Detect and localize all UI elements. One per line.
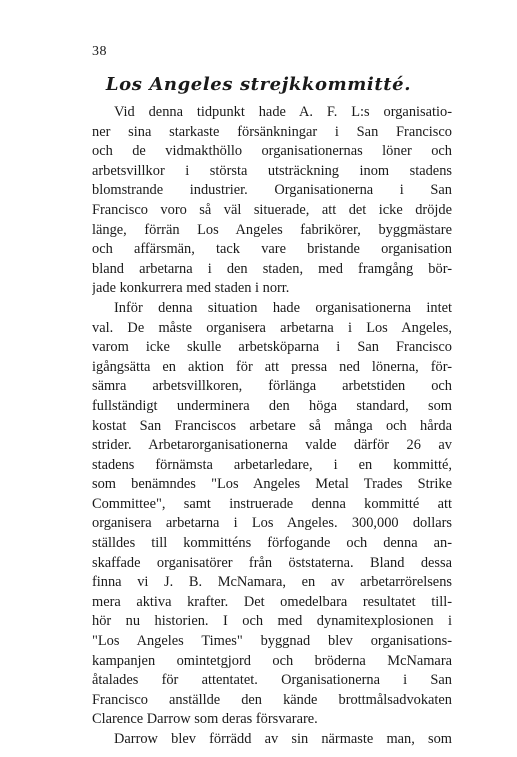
body-text [92,103,452,750]
text-line: kampanjen omintetgjord och bröderna McNamara [92,652,452,669]
text-line: som benämndes "Los Angeles Metal Trades Strike [92,476,452,493]
text-line: val. De måste organisera arbetarna i Los Angeles, [92,319,452,336]
text-line: kostat San Franciscos arbetare så många och hårda [92,417,452,434]
text-line: "Los Angeles Times" byggnad blev organisations- [92,633,452,650]
text-line: Francisco voro så väl situerade, att det icke dröjde [92,201,452,218]
text-line: arbetsvillkor i största utsträckning inom stadens [92,162,452,179]
text-line: Vid denna tidpunkt hade A. F. L:s organisatio- [114,104,452,120]
text-line: Darrow blev förrädd av sin närmaste man, som [114,731,452,747]
page-number: 38 [92,44,107,59]
text-line: blomstrande industrier. Organisationerna i San [92,182,452,199]
text-line: ställdes till kommitténs förfogande och denna an- [92,535,452,552]
text-line: ner sina starkaste försänkningar i San Francisco [92,123,452,140]
text-line: skaffade organisatörer från öststaterna. Bland dessa [92,554,452,571]
text-line: och de vidmakthöllo organisationernas löner och [92,143,452,160]
text-line: finna vi J. B. McNamara, en av arbetarrörelsens [92,574,452,591]
text-line: hör nu historien. I och med dynamitexplosionen i [92,613,452,630]
text-line: strider. Arbetarorganisationerna valde därför 26 av [92,437,452,454]
text-line: länge, förrän Los Angeles fabrikörer, byggmästare [92,221,452,238]
text-line: organisera arbetarna i Los Angeles. 300,000 dollars [92,515,452,532]
text-line: åtalades för attentatet. Organisationerna i San [92,672,452,689]
section-title: Los Angeles strejkkommitté. [105,74,412,95]
text-line: fullständigt underminera den höga standard, som [92,397,452,414]
text-line: bland arbetarna i den staden, med framgång bör- [92,260,452,277]
text-line: jade konkurrera med staden i norr. [92,280,290,297]
text-line: Clarence Darrow som deras försvarare. [92,711,318,728]
text-line: varom icke skulle arbetsköparna i San Francisco [92,339,452,356]
text-line: Francisco anställde den kände brottmålsadvokaten [92,691,452,708]
text-line: Inför denna situation hade organisationerna intet [114,299,452,316]
text-line: igångsätta en aktion för att pressa ned lönerna, för- [92,358,452,375]
text-line: stadens förnämsta arbetarledare, i en kommitté, [92,456,452,473]
text-line: sämra arbetsvillkoren, förlänga arbetstiden och [92,378,452,395]
text-line: mera aktiva krafter. Det omedelbara resultatet till- [92,593,452,610]
text-line: Committee", samt instruerade denna kommitté att [92,495,452,512]
text-line: och affärsmän, tack vare bristande organisation [92,241,452,258]
